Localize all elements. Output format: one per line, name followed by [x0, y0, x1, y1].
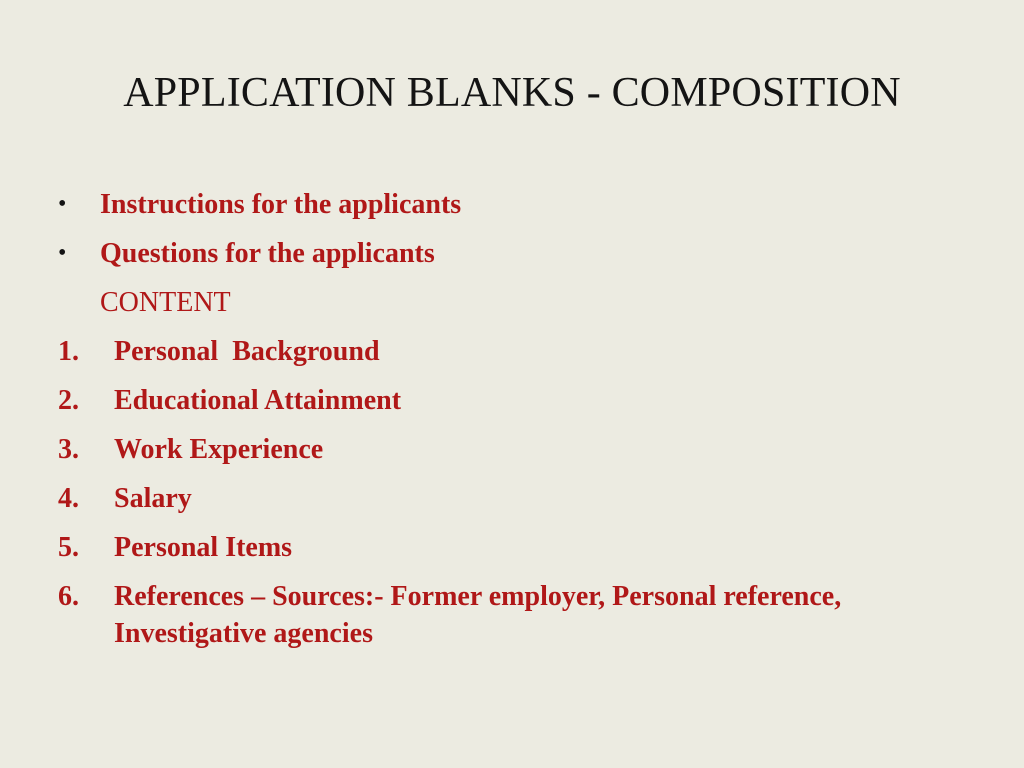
- content-subheading-row: [58, 284, 958, 321]
- bullet-marker: •: [58, 191, 67, 217]
- numbered-text: References – Sources:- Former employer, Personal reference, Investigative agencies: [114, 581, 842, 649]
- number-marker: 3.: [58, 434, 79, 465]
- bullet-item: [58, 186, 958, 223]
- content-subheading: CONTENT: [100, 287, 231, 318]
- bullet-marker: •: [58, 240, 67, 266]
- numbered-text: Personal Background: [114, 336, 380, 367]
- numbered-text: Salary: [114, 483, 192, 514]
- numbered-text: Educational Attainment: [114, 385, 402, 416]
- number-marker: 2.: [58, 385, 79, 416]
- bullet-text: Instructions for the applicants: [100, 189, 462, 220]
- bullet-text: Questions for the applicants: [100, 238, 435, 269]
- bullet-item: [58, 235, 958, 272]
- numbered-text: Work Experience: [114, 434, 324, 465]
- number-marker: 5.: [58, 532, 79, 563]
- slide-body: [58, 186, 958, 664]
- numbered-item: [58, 578, 958, 652]
- slide-title: APPLICATION BLANKS - COMPOSITION: [123, 70, 901, 116]
- number-marker: 4.: [58, 483, 79, 514]
- numbered-text: Personal Items: [114, 532, 293, 563]
- numbered-item: [58, 431, 958, 468]
- numbered-item: [58, 529, 958, 566]
- numbered-item: [58, 333, 958, 370]
- number-marker: 1.: [58, 336, 79, 367]
- number-marker: 6.: [58, 581, 79, 612]
- numbered-item: [58, 382, 958, 419]
- numbered-item: [58, 480, 958, 517]
